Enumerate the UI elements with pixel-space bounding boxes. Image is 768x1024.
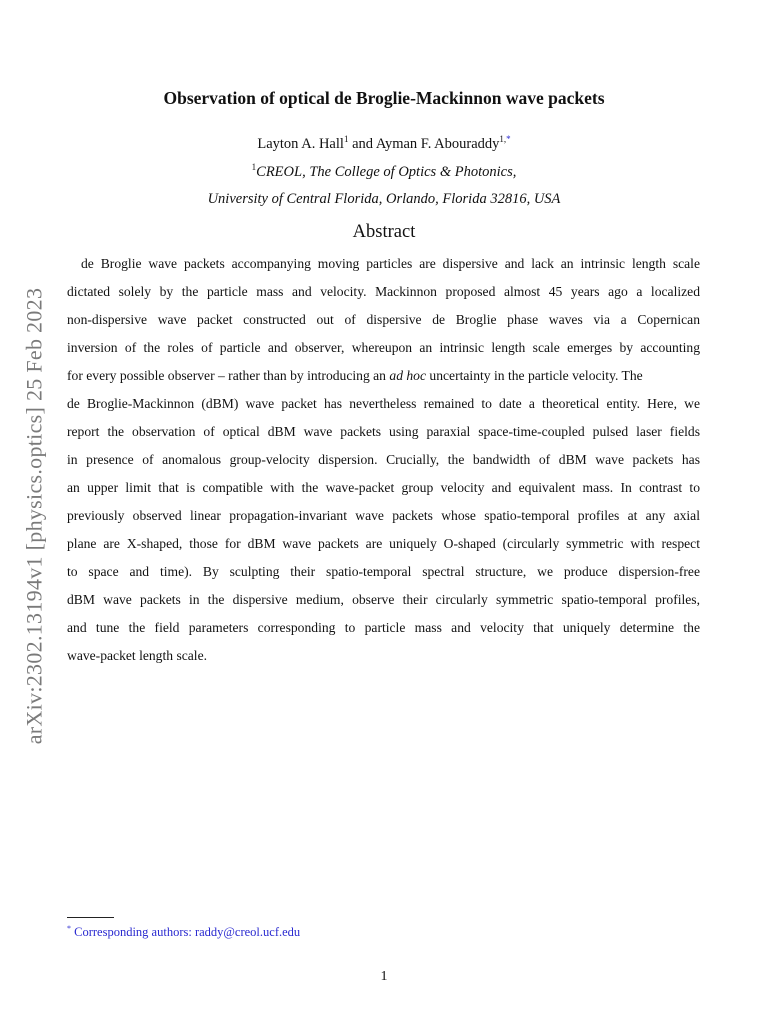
- abstract-line: previously observed linear propagation-invariant wave packets whose spatio-temporal profiles at any axial: [67, 508, 700, 523]
- abstract-line: non-dispersive wave packet constructed out of dispersive de Broglie phase waves via a Copernican: [67, 312, 700, 327]
- abstract-line: and tune the field parameters corresponding to particle mass and velocity that uniquely determine the: [67, 620, 700, 635]
- author-name: Ayman F. Abouraddy: [375, 136, 500, 152]
- corresponding-author-email-link[interactable]: Corresponding authors: raddy@creol.ucf.edu: [74, 925, 301, 939]
- abstract-line: for every possible observer – rather than by introducing an ad hoc uncertainty in the particle velocity. The: [67, 368, 643, 383]
- abstract-line: dictated solely by the particle mass and velocity. Mackinnon proposed almost 45 years ago a localized: [67, 284, 700, 299]
- abstract-line: to space and time). By sculpting their spatio-temporal spectral structure, we produce dispersion-free: [67, 564, 700, 579]
- footnote-divider: [67, 917, 114, 918]
- abstract-line: plane are X-shaped, those for dBM wave packets are uniquely O-shaped (circularly symmetric with respect: [67, 536, 700, 551]
- paper-title: Observation of optical de Broglie-Mackinnon wave packets: [163, 88, 605, 108]
- abstract-line: inversion of the roles of particle and observer, whereupon an intrinsic length scale emerges by accounting: [67, 340, 700, 355]
- author-list: [0, 134, 768, 153]
- abstract-line: an upper limit that is compatible with the wave-packet group velocity and equivalent mass. In contrast to: [67, 480, 700, 495]
- arxiv-identifier: arXiv:2302.13194v1 [physics.optics] 25 Feb 2023: [21, 287, 47, 745]
- arxiv-sidebar-stamp: [16, 248, 52, 784]
- footnote-mark: *: [67, 924, 71, 933]
- footnote[interactable]: [67, 924, 300, 940]
- author-connector: and: [348, 136, 376, 152]
- corresponding-author-link[interactable]: *: [506, 134, 511, 144]
- affiliation-marker: 1: [343, 134, 349, 144]
- emphasis-latin: ad hoc: [389, 368, 427, 383]
- abstract-line: in presence of anomalous group-velocity dispersion. Crucially, the bandwidth of dBM wave packets has: [67, 452, 700, 467]
- abstract-line: de Broglie-Mackinnon (dBM) wave packet has nevertheless remained to date a theoretical entity. Here, we: [67, 396, 700, 411]
- affiliation-marker: 1,*: [499, 134, 511, 144]
- author-name: Layton A. Hall: [257, 136, 344, 152]
- affiliation-line: University of Central Florida, Orlando, Florida 32816, USA: [207, 191, 561, 207]
- abstract-line: dBM wave packets in the dispersive medium, observe their circularly symmetric spatio-temporal profiles,: [67, 592, 700, 607]
- abstract-heading: Abstract: [352, 222, 416, 242]
- abstract-line: wave-packet length scale.: [67, 648, 208, 663]
- page-number: 1: [380, 969, 388, 984]
- affiliation-line: $^1$CREOL, The College of Optics & Photonics,: [251, 162, 517, 180]
- abstract-line: de Broglie wave packets accompanying moving particles are dispersive and lack an intrinsic length scale: [81, 256, 700, 271]
- abstract-line: report the observation of optical dBM wave packets using paraxial space-time-coupled pulsed laser fields: [67, 424, 700, 439]
- abstract-text: [67, 250, 700, 670]
- affiliation-number: 1: [251, 162, 257, 172]
